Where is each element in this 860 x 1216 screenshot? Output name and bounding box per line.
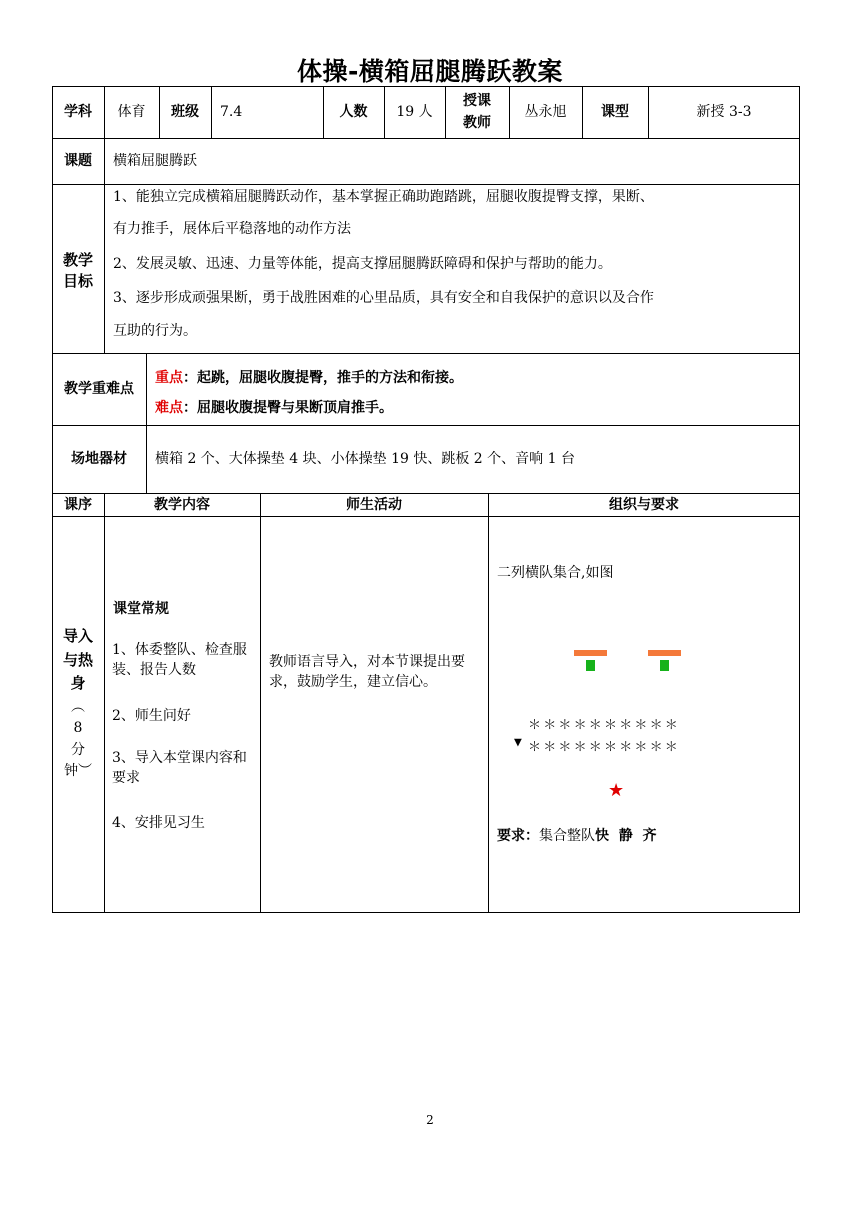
key-points-label: 教学重难点 — [64, 381, 134, 397]
student-row: ＊＊＊＊＊＊＊＊＊＊ — [528, 718, 681, 733]
column-header-activity: 师生活动 — [346, 497, 402, 513]
hard-point-label: 难点 — [155, 400, 183, 416]
topic-label: 课题 — [64, 153, 92, 169]
goal-line: 1、能独立完成横箱屈腿腾跃动作，基本掌握正确助跑踏跳，屈腿收腹提臀支撑，果断、 — [113, 189, 654, 205]
equipment-value: 横箱 2 个、大体操垫 4 块、小体操垫 19 快、跳板 2 个、音响 1 台 — [155, 451, 575, 467]
activity-text: 教师语言导入，对本节课提出要求，鼓励学生，建立信心。 — [269, 654, 465, 690]
requirement-text: 集合整队 — [539, 828, 595, 844]
section-duration: 分 — [71, 742, 85, 758]
page-number: 2 — [426, 1113, 434, 1127]
lesson-plan-table — [52, 493, 800, 913]
hard-point-text: ：屈腿收腹提臀与果断顶肩推手。 — [183, 400, 393, 416]
goal-line: 互助的行为。 — [113, 323, 197, 339]
goals-label-line1: 教学 — [62, 251, 93, 269]
key-point-label: 重点 — [155, 370, 183, 386]
class-label: 班级 — [171, 104, 199, 120]
organization-text: 二列横队集合,如图 — [497, 565, 614, 581]
section-duration: 8 — [73, 720, 83, 736]
content-item: 1、体委整队、检查服装、报告人数 — [112, 642, 247, 678]
key-point-line — [155, 368, 463, 388]
content-item: 4、安排见习生 — [112, 815, 205, 831]
type-value: 新授 3-3 — [696, 104, 752, 120]
goal-line: 2、发展灵敏、迅速、力量等体能，提高支撑屈腿腾跃障碍和保护与帮助的能力。 — [113, 256, 612, 272]
column-header-order: 课序 — [64, 497, 92, 513]
equipment-label: 场地器材 — [71, 451, 127, 467]
column-header-organization: 组织与要求 — [609, 497, 679, 513]
teacher-label-line2: 教师 — [463, 115, 491, 131]
teacher-label-line1: 授课 — [463, 93, 491, 109]
count-value: 19 人 — [396, 104, 433, 120]
vaulting-box-icon — [648, 650, 681, 656]
section-name: 导入 — [62, 627, 93, 645]
hard-point-line — [155, 398, 393, 418]
vaulting-box-icon — [574, 650, 607, 656]
column-header-content: 教学内容 — [154, 497, 210, 513]
requirement-label: 要求： — [497, 828, 539, 844]
section-duration: ︵ — [71, 699, 85, 715]
content-item: 3、导入本堂课内容和要求 — [112, 750, 247, 786]
type-label: 课型 — [601, 104, 629, 120]
count-label: 人数 — [339, 104, 368, 120]
topic-value: 横箱屈腿腾跃 — [113, 153, 197, 169]
section-name: 身 — [70, 674, 86, 692]
goals-label-line2: 目标 — [62, 272, 93, 290]
section-name: 与热 — [62, 651, 93, 669]
content-item: 2、师生问好 — [112, 708, 191, 724]
requirement-line — [497, 826, 657, 846]
goal-line: 3、逐步形成顽强果断，勇于战胜困难的心里品质，具有安全和自我保护的意识以及合作 — [113, 290, 654, 306]
subject-label: 学科 — [64, 104, 92, 120]
requirement-emphasis: 快 静 齐 — [595, 828, 657, 844]
springboard-icon — [660, 660, 669, 671]
section-duration: 钟︶ — [64, 763, 92, 779]
student-row: ＊＊＊＊＊＊＊＊＊＊ — [528, 740, 681, 755]
springboard-icon — [586, 660, 595, 671]
goal-line: 有力推手，展体后平稳落地的动作方法 — [113, 221, 351, 237]
page-title: 体操-横箱屈腿腾跃教案 — [297, 57, 563, 86]
key-point-text: ：起跳，屈腿收腹提臀，推手的方法和衔接。 — [183, 370, 463, 386]
class-value: 7.4 — [220, 104, 243, 120]
teacher-value: 丛永旭 — [524, 104, 567, 120]
teacher-marker-icon: ▼ — [514, 735, 525, 750]
content-title: 课堂常规 — [113, 601, 169, 617]
star-icon: ★ — [608, 780, 625, 801]
subject-value: 体育 — [117, 104, 146, 120]
